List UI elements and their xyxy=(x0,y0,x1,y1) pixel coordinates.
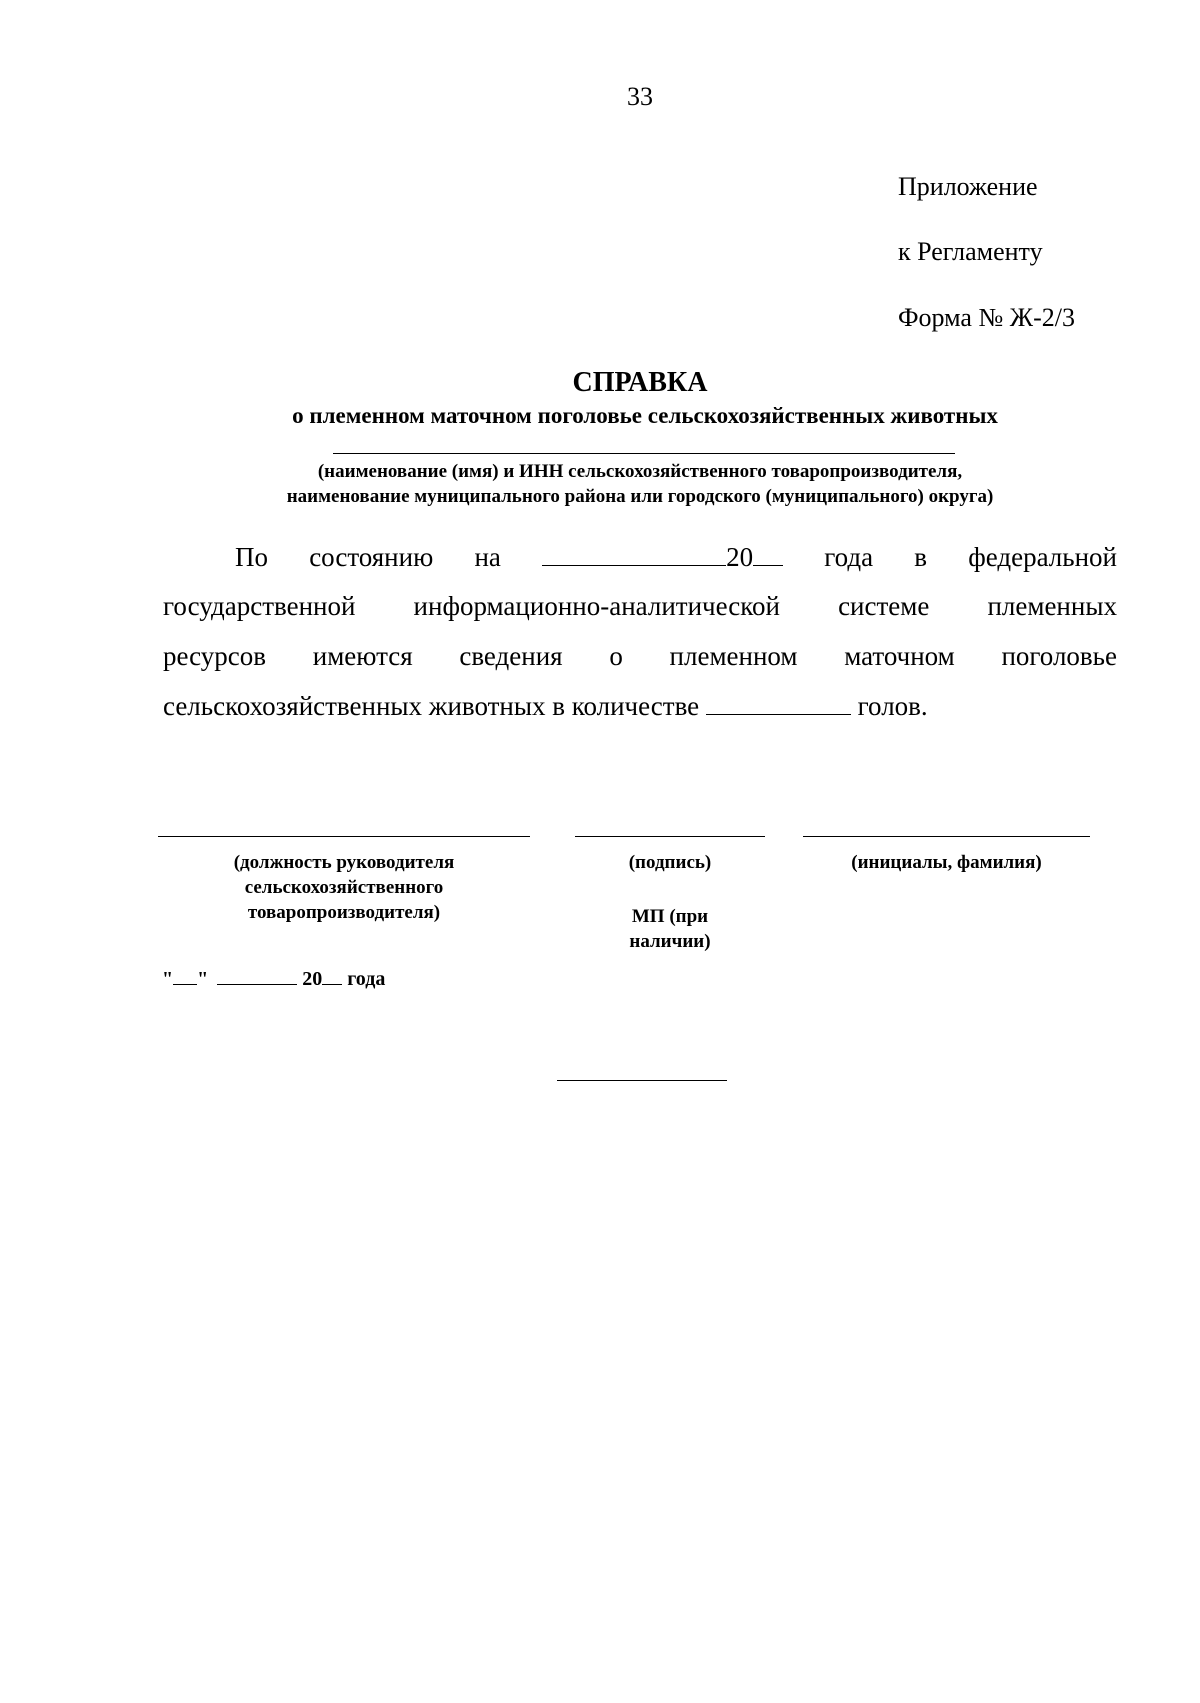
body-word: маточном xyxy=(844,641,955,671)
stamp-caption-line1: МП (при xyxy=(631,906,709,927)
producer-name-line xyxy=(333,453,955,454)
body-line-4 xyxy=(163,691,928,722)
producer-caption-line1: (наименование (имя) и ИНН сельскохозяйственного товаропроизводителя, xyxy=(317,461,963,482)
date-open-quote: " xyxy=(162,968,174,990)
date-year-prefix: 20 xyxy=(302,968,323,990)
document-subtitle: о племенном маточном поголовье сельскохозяйственных животных xyxy=(292,403,998,428)
body-word: имеются xyxy=(312,641,413,671)
stamp-caption-line2: наличии) xyxy=(629,931,711,952)
position-caption xyxy=(158,850,530,925)
body-word: о xyxy=(609,641,623,671)
form-number: Форма № Ж-2/3 xyxy=(898,303,1075,332)
body-word: в xyxy=(914,542,928,572)
body-text: сельскохозяйственных животных в количестве xyxy=(163,691,700,721)
date-field xyxy=(542,542,783,573)
annex-label: Приложение xyxy=(898,172,1038,201)
position-line xyxy=(158,836,530,837)
position-caption-line2: сельскохозяйственного xyxy=(244,877,444,898)
body-line-1 xyxy=(235,542,1117,573)
signature-line xyxy=(575,836,765,837)
body-word: системе xyxy=(838,591,930,621)
date-close-quote: " xyxy=(197,968,209,990)
name-caption-text: (инициалы, фамилия) xyxy=(851,852,1042,873)
body-word: состоянию xyxy=(309,542,434,572)
document-title: СПРАВКА xyxy=(572,367,708,398)
day-blank xyxy=(173,983,197,985)
position-caption-line1: (должность руководителя xyxy=(233,852,455,873)
stamp-caption xyxy=(575,904,765,954)
body-word: сведения xyxy=(459,641,563,671)
date-suffix: года xyxy=(347,968,386,990)
year-blank xyxy=(753,564,783,566)
count-blank xyxy=(706,713,851,715)
body-word: поголовье xyxy=(1001,641,1117,671)
annex-regulation: к Регламенту xyxy=(898,237,1043,266)
date-line xyxy=(162,968,385,991)
signature-caption-text: (подпись) xyxy=(628,852,712,873)
year-prefix: 20 xyxy=(726,542,754,572)
date-year-blank xyxy=(322,983,342,985)
body-line-3 xyxy=(163,641,1117,672)
position-caption-line3: товаропроизводителя) xyxy=(247,902,441,923)
body-word: государственной xyxy=(163,591,356,621)
body-word: племенном xyxy=(669,641,798,671)
name-line xyxy=(803,836,1090,837)
body-word: года xyxy=(824,542,874,572)
body-end: голов. xyxy=(857,691,928,721)
name-caption xyxy=(803,850,1090,875)
body-word: племенных xyxy=(987,591,1117,621)
page-number: 33 xyxy=(627,82,653,111)
body-word: информационно-аналитической xyxy=(413,591,780,621)
body-line-2 xyxy=(163,591,1117,622)
body-word: ресурсов xyxy=(163,641,267,671)
signature-caption xyxy=(575,850,765,875)
body-word: федеральной xyxy=(968,542,1117,572)
month-blank xyxy=(217,983,297,985)
date-blank xyxy=(542,564,726,566)
body-word: По xyxy=(235,542,268,572)
body-word: на xyxy=(474,542,501,572)
closing-separator xyxy=(557,1080,727,1081)
producer-caption-line2: наименование муниципального района или городского (муниципального) округа) xyxy=(286,486,994,507)
